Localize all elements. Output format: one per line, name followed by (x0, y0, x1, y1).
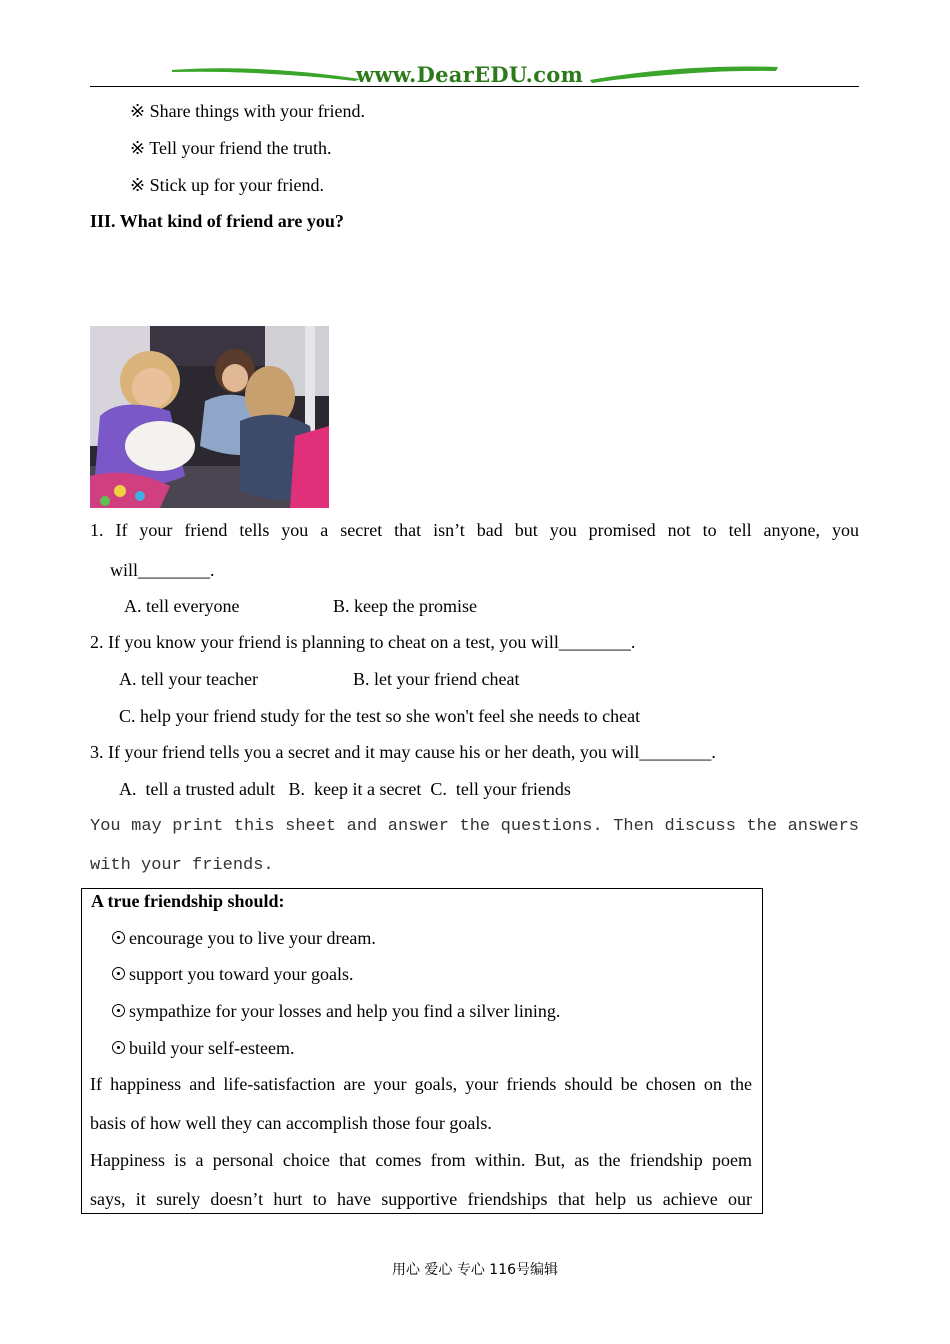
question-2: 2. If you know your friend is planning to cheat on a test, you will________. (90, 632, 636, 652)
box-list-item: encourage you to live your dream. (112, 928, 376, 949)
question-2-option-a: A. tell your teacher (119, 669, 258, 689)
question-2-option-c: C. help your friend study for the test so she won't feel she needs to cheat (119, 706, 641, 726)
bullet-circle-icon (112, 1041, 125, 1054)
question-1-line-2: will________. (110, 560, 215, 580)
tip-item: ※ Share things with your friend. (130, 101, 366, 121)
header-site-name: www.DearEDU.com (356, 62, 584, 87)
question-1-line-1: 1. If your friend tells you a secret that isn’t bad but you promised not to tell anyone, you (90, 520, 859, 540)
header-rule (90, 86, 859, 87)
tip-item: ※ Stick up for your friend. (130, 175, 325, 195)
page-footer: 用心 爱心 专心 116号编辑 (391, 1262, 559, 1278)
bullet-circle-icon (112, 931, 125, 944)
bullet-circle-icon (112, 967, 125, 980)
friends-photo (90, 326, 329, 508)
question-3: 3. If your friend tells you a secret and it may cause his or her death, you will________. (90, 742, 716, 762)
box-list-item: support you toward your goals. (112, 964, 353, 985)
question-3-options: A. tell a trusted adult B. keep it a secret C. tell your friends (119, 779, 571, 799)
box-paragraph-1-line-1: If happiness and life-satisfaction are your goals, your friends should be chosen on the (90, 1074, 752, 1094)
instruction-line-2: with your friends. (90, 856, 274, 875)
question-1-option-a: A. tell everyone (124, 596, 240, 616)
box-paragraph-2-line-1: Happiness is a personal choice that comes from within. But, as the friendship poem (90, 1150, 752, 1170)
section-title: III. What kind of friend are you? (90, 211, 344, 231)
tip-item: ※ Tell your friend the truth. (130, 138, 332, 158)
box-paragraph-2-line-2: says, it surely doesn’t hurt to have supportive friendships that help us achieve our (90, 1189, 752, 1209)
box-paragraph-1-line-2: basis of how well they can accomplish those four goals. (90, 1113, 492, 1133)
box-list-item: build your self-esteem. (112, 1038, 294, 1059)
question-1-option-b: B. keep the promise (333, 596, 477, 616)
box-list-item: sympathize for your losses and help you find a silver lining. (112, 1001, 560, 1022)
instruction-line-1: You may print this sheet and answer the questions. Then discuss the answers (90, 817, 859, 836)
question-2-option-b: B. let your friend cheat (353, 669, 520, 689)
bullet-circle-icon (112, 1004, 125, 1017)
box-title: A true friendship should: (91, 891, 285, 911)
